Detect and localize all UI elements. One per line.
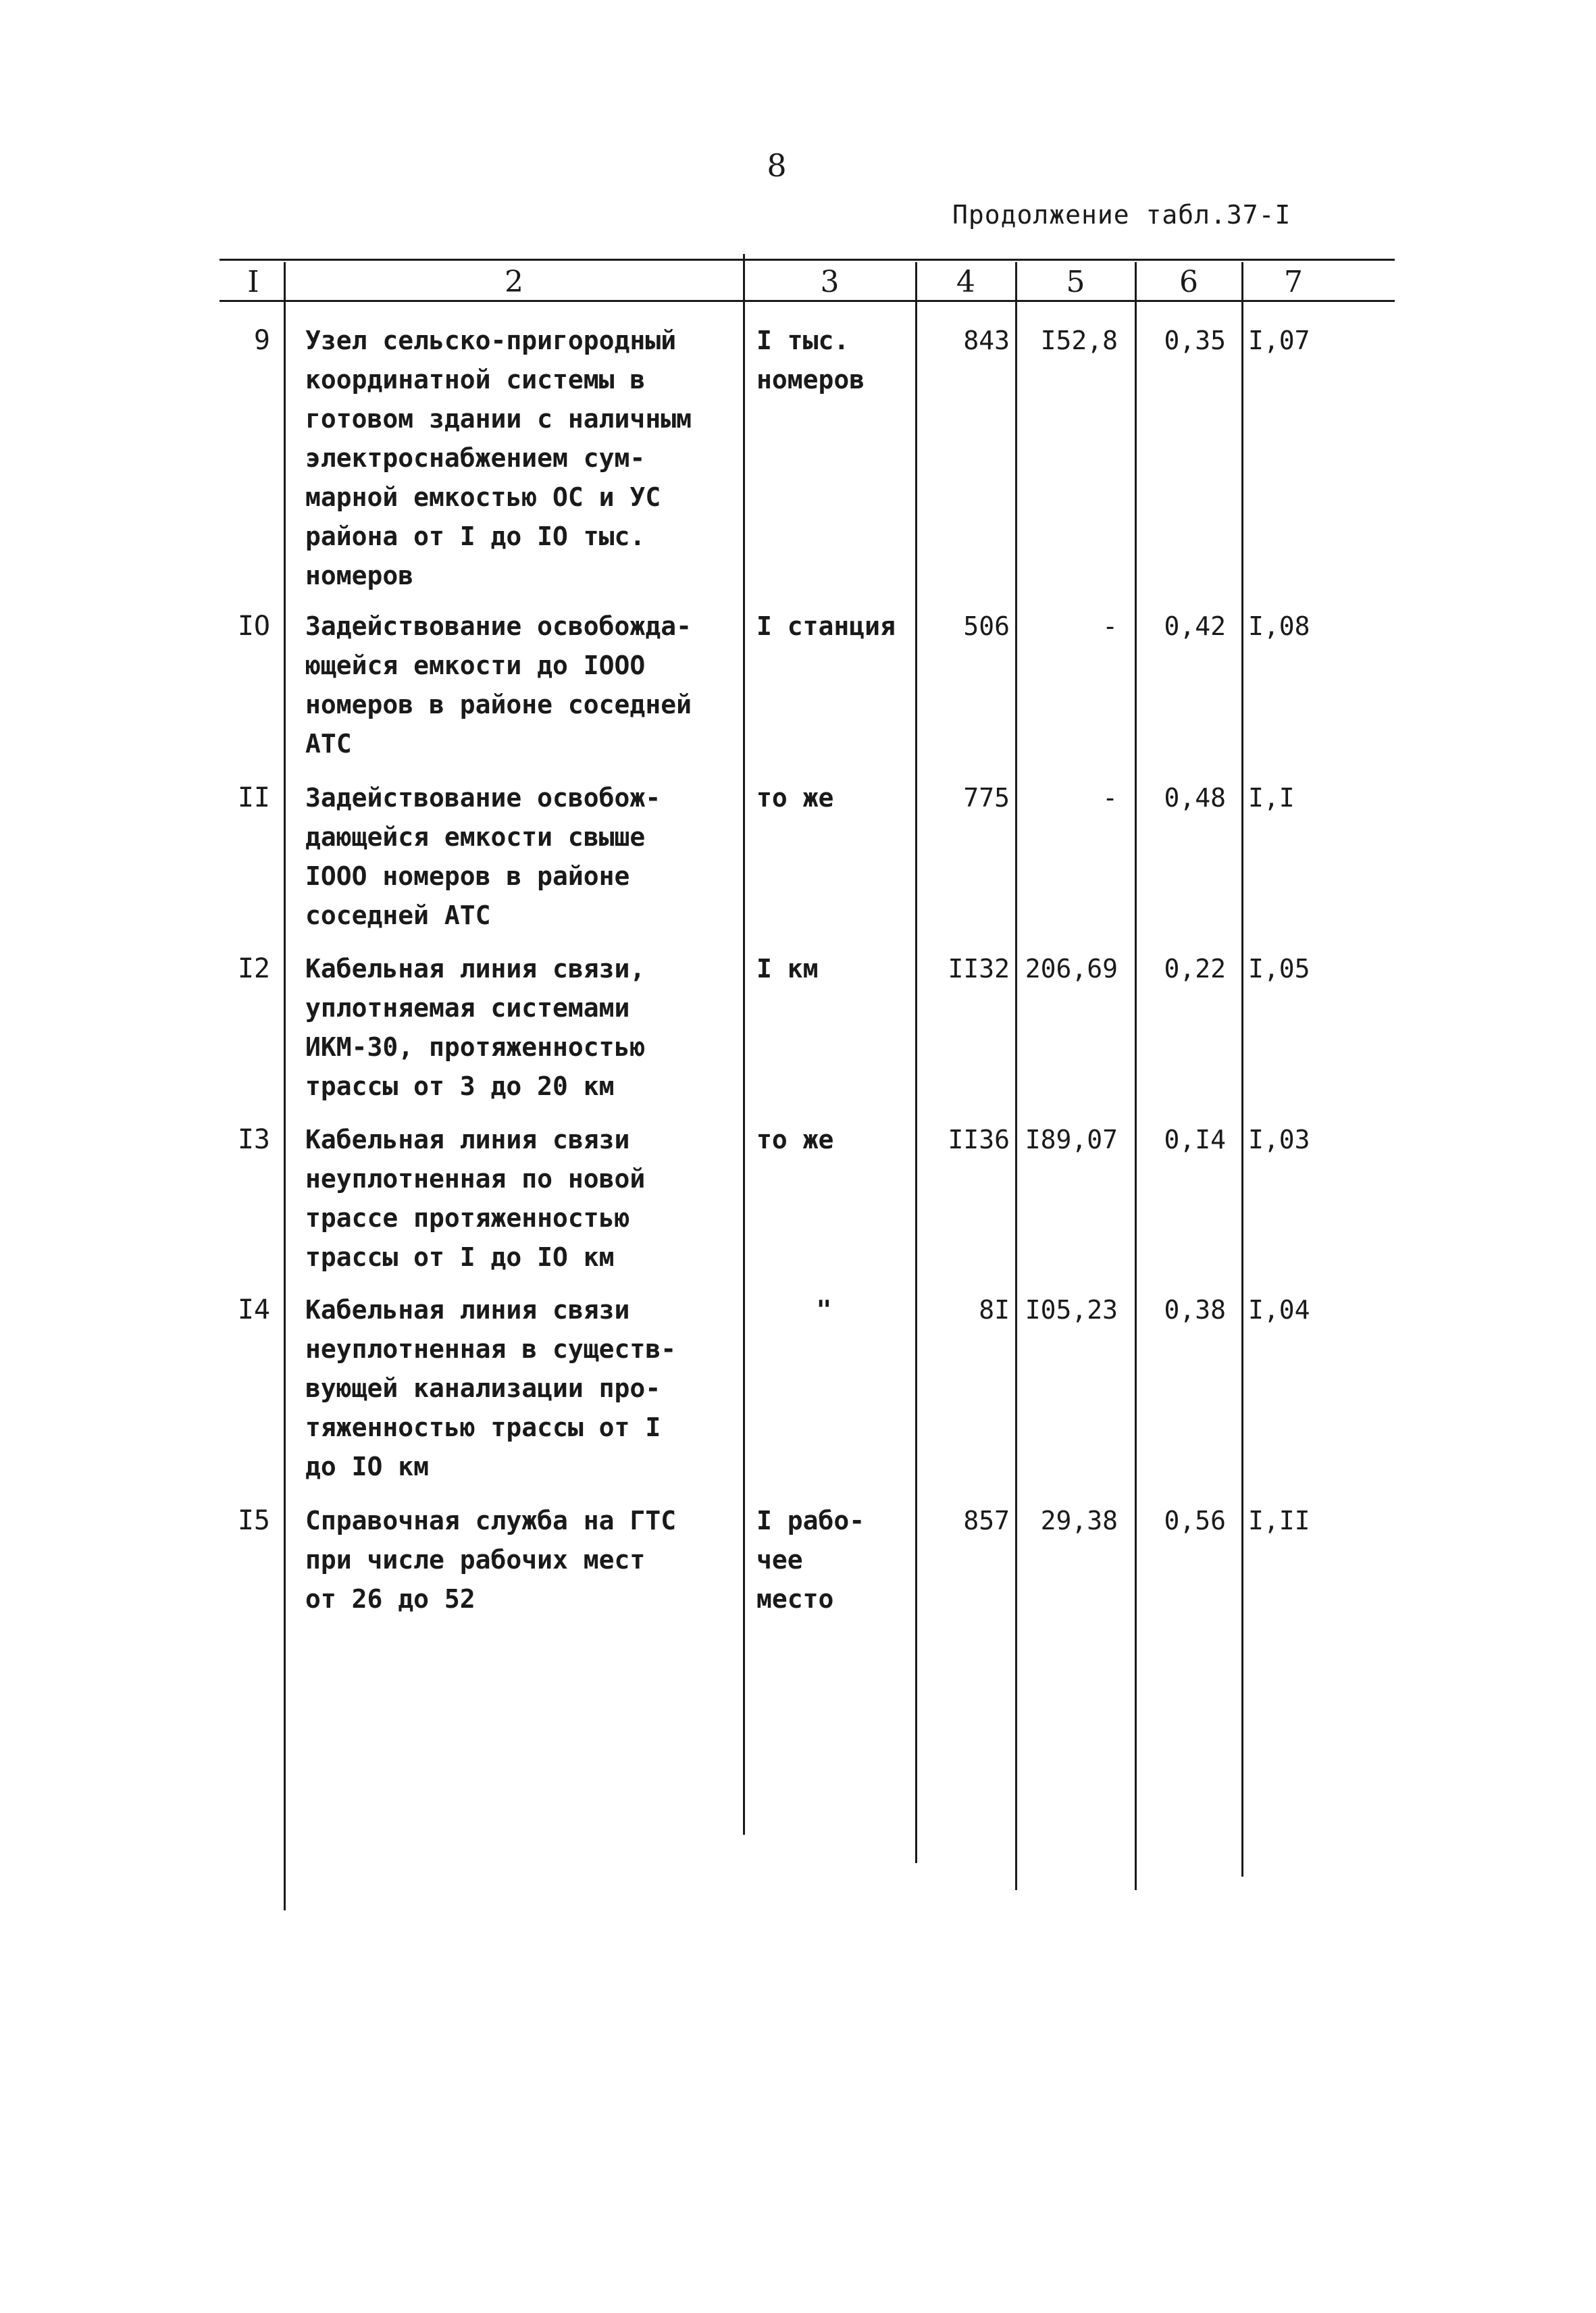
header-col-4: 4 bbox=[956, 265, 975, 299]
row-col-7: I,05 bbox=[1248, 954, 1310, 984]
row-number: I4 bbox=[237, 1294, 270, 1325]
header-col-6: 6 bbox=[1179, 265, 1198, 299]
row-number: II bbox=[237, 782, 270, 813]
table-header-rule bbox=[220, 300, 1395, 302]
row-description: Кабельная линия связи, уплотняемая системами ИКМ-30, протяженностью трассы от 3 до 20 км bbox=[305, 954, 646, 1101]
row-col-4: 857 bbox=[963, 1506, 1010, 1535]
row-col-5: - bbox=[1102, 611, 1118, 641]
row-number: I2 bbox=[237, 953, 270, 984]
row-col-4: II36 bbox=[948, 1125, 1010, 1154]
row-col-4: 8I bbox=[979, 1295, 1010, 1325]
row-unit: то же bbox=[756, 1125, 834, 1154]
row-number: I3 bbox=[237, 1124, 270, 1155]
header-col-3: 3 bbox=[820, 265, 840, 299]
row-col-6: 0,42 bbox=[1164, 611, 1226, 641]
row-number: IO bbox=[237, 611, 270, 642]
row-description: Справочная служба на ГТС при числе рабочих мест от 26 до 52 bbox=[305, 1506, 677, 1614]
row-col-4: 775 bbox=[963, 783, 1010, 813]
column-divider-2 bbox=[743, 254, 745, 1835]
row-unit: I км bbox=[756, 954, 819, 984]
header-col-7: 7 bbox=[1284, 265, 1303, 299]
row-col-7: I,II bbox=[1248, 1506, 1310, 1535]
row-unit: I станция bbox=[756, 611, 896, 641]
row-col-5: - bbox=[1102, 783, 1118, 813]
column-divider-5 bbox=[1135, 262, 1137, 1890]
row-description: Узел сельско-пригородный координатной системы в готовом здании с наличным электроснабжением сум- марной емкостью ОС и УС района от I до IO тыс. номеров bbox=[305, 326, 692, 590]
row-unit: то же bbox=[756, 783, 834, 813]
row-col-5: I05,23 bbox=[1025, 1295, 1118, 1325]
row-col-6: 0,56 bbox=[1164, 1506, 1226, 1535]
row-unit: I тыс. номеров bbox=[756, 326, 865, 395]
row-unit: I рабо- чее место bbox=[756, 1506, 865, 1614]
row-col-6: 0,I4 bbox=[1164, 1125, 1226, 1154]
table-continuation-caption: Продолжение табл.37-I bbox=[952, 200, 1291, 230]
header-col-5: 5 bbox=[1066, 265, 1085, 299]
row-col-7: I,08 bbox=[1248, 611, 1310, 641]
row-number: I5 bbox=[237, 1505, 270, 1536]
table-top-rule bbox=[220, 259, 1395, 261]
row-col-6: 0,35 bbox=[1164, 326, 1226, 355]
row-col-7: I,I bbox=[1248, 783, 1295, 813]
row-col-7: I,03 bbox=[1248, 1125, 1310, 1154]
page-number: 8 bbox=[767, 147, 787, 184]
row-col-5: 29,38 bbox=[1040, 1506, 1118, 1535]
row-description: Задействование освобожда- ющейся емкости до IOOO номеров в районе соседней АТС bbox=[305, 611, 692, 759]
row-col-6: 0,48 bbox=[1164, 783, 1226, 813]
header-col-1: I bbox=[247, 265, 259, 299]
row-description: Кабельная линия связи неуплотненная по новой трассе протяженностью трассы от I до IO км bbox=[305, 1125, 646, 1272]
column-divider-4 bbox=[1015, 262, 1017, 1890]
row-col-6: 0,38 bbox=[1164, 1295, 1226, 1325]
row-col-7: I,04 bbox=[1248, 1295, 1310, 1325]
row-unit: " bbox=[816, 1295, 832, 1325]
header-col-2: 2 bbox=[505, 265, 523, 299]
row-description: Задействование освобож- дающейся емкости свыше IOOO номеров в районе соседней АТС bbox=[305, 783, 661, 930]
column-divider-1 bbox=[284, 262, 286, 1910]
row-col-7: I,07 bbox=[1248, 326, 1310, 355]
column-divider-6 bbox=[1241, 262, 1243, 1877]
column-divider-3 bbox=[915, 262, 917, 1863]
row-col-5: I89,07 bbox=[1025, 1125, 1118, 1154]
row-description: Кабельная линия связи неуплотненная в существ- вующей канализации про- тяженностью трассы от I до IO км bbox=[305, 1295, 677, 1481]
row-col-6: 0,22 bbox=[1164, 954, 1226, 984]
row-col-4: II32 bbox=[948, 954, 1010, 984]
row-col-5: 206,69 bbox=[1025, 954, 1118, 984]
row-col-4: 506 bbox=[963, 611, 1010, 641]
row-col-4: 843 bbox=[963, 326, 1010, 355]
row-col-5: I52,8 bbox=[1040, 326, 1118, 355]
row-number: 9 bbox=[253, 325, 270, 356]
